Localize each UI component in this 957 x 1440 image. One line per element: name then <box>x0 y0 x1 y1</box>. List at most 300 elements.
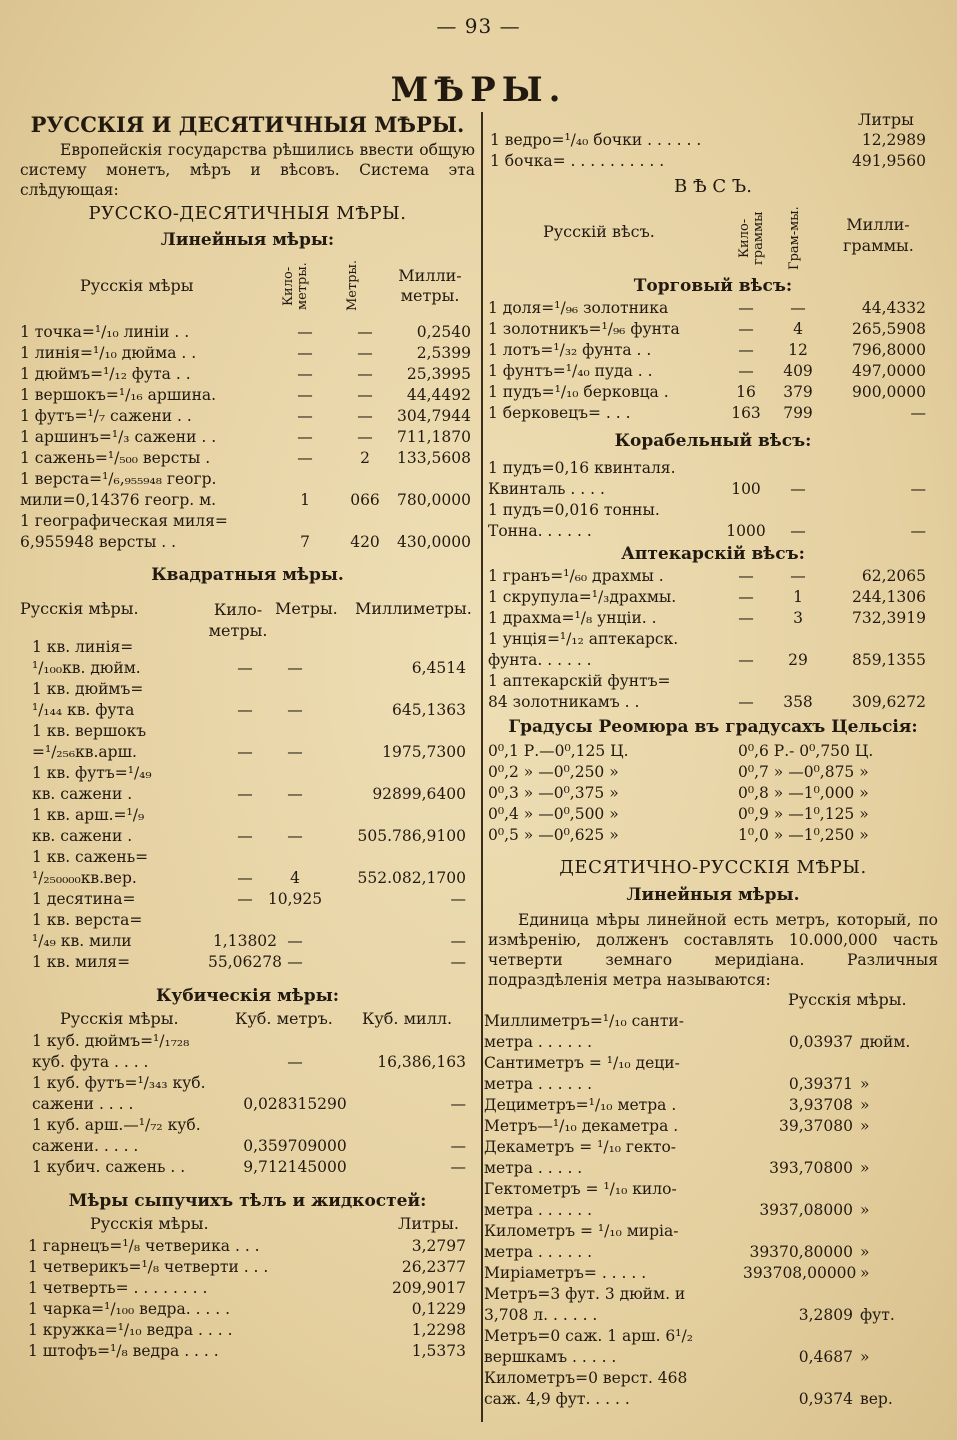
rus-value: 39370,80000 <box>749 1243 853 1261</box>
measure-name: Километръ = ¹/₁₀ миріа- <box>484 1222 679 1240</box>
rus-unit: » <box>860 1117 870 1135</box>
kg-value: — <box>738 693 754 711</box>
rus-unit: » <box>860 1264 870 1282</box>
weight-header-name: Русскій вѣсъ. <box>543 222 655 241</box>
kg-value: — <box>738 362 754 380</box>
linear-header-name: Русскія мѣры <box>80 276 194 295</box>
table-row <box>488 361 938 382</box>
table-row <box>20 1115 475 1136</box>
measure-name: 1 ведро=¹/₄₀ бочки . . . . . . <box>490 131 702 149</box>
measure-name: 1 кружка=¹/₁₀ ведра . . . . <box>28 1321 233 1339</box>
table-row <box>20 1257 475 1278</box>
table-row <box>20 364 475 385</box>
table-row <box>20 1341 475 1362</box>
m-value: — <box>287 785 303 803</box>
table-row <box>20 658 475 679</box>
mg-value: 900,0000 <box>852 383 926 401</box>
table-row <box>20 1236 475 1257</box>
mm-value: 25,3995 <box>406 365 471 383</box>
rus-unit: » <box>860 1201 870 1219</box>
rus-value: 3937,08000 <box>759 1201 853 1219</box>
m-value: — <box>357 428 373 446</box>
rus-value: 39,37080 <box>779 1117 853 1135</box>
measure-name: метра . . . . . . <box>484 1243 593 1261</box>
table-row <box>20 805 475 826</box>
km-value: — <box>297 428 313 446</box>
measure-name: сажени . . . . <box>32 1095 134 1113</box>
table-row <box>20 1031 475 1052</box>
m-value: — <box>357 323 373 341</box>
cubic-mm-value: 16,386,163 <box>377 1053 466 1071</box>
intro-paragraph: Европейскія государства рѣшились ввести общую систему монетъ, мѣръ и вѣсовъ. Система эта слѣдующая: <box>20 141 475 199</box>
liquid-cont-table <box>488 130 938 172</box>
mg-value: 732,3919 <box>852 609 926 627</box>
degree-left: 0⁰,3 » —0⁰,375 » <box>488 784 619 802</box>
liters-value: 26,2377 <box>401 1258 466 1276</box>
table-row <box>488 692 938 713</box>
weight-name: 1 аптекарскій фунтъ= <box>488 672 671 690</box>
measure-name: 1 сажень=¹/₅₀₀ версты . <box>20 449 211 467</box>
weight-name: 1 пудъ=¹/₁₀ берковца . <box>488 383 669 401</box>
measure-name: 1 кв. миля= <box>32 953 131 971</box>
table-row <box>484 1095 938 1116</box>
weight-name: 1 берковецъ= . . . <box>488 404 631 422</box>
degree-left: 0⁰,4 » —0⁰,500 » <box>488 805 619 823</box>
table-row <box>488 629 938 650</box>
measure-name: 1 географическая миля= <box>20 512 228 530</box>
table-row <box>20 868 475 889</box>
km-value: 55,06278 <box>208 953 282 971</box>
mg-value: — <box>910 480 926 498</box>
measure-name: Миллиметръ=¹/₁₀ санти- <box>484 1012 684 1030</box>
km-value: 1 <box>300 491 310 509</box>
degree-left: 0⁰,2 » —0⁰,250 » <box>488 763 619 781</box>
table-row <box>488 650 938 671</box>
table-row <box>488 783 938 804</box>
square-title: Квадратныя мѣры. <box>151 565 344 585</box>
table-row <box>20 889 475 910</box>
cubic-header-m: Куб. метръ. <box>235 1009 333 1028</box>
table-row <box>20 763 475 784</box>
dry-liquid-table <box>20 1236 475 1362</box>
square-header-name: Русскія мѣры. <box>20 599 139 618</box>
ship-title: Корабельный вѣсъ: <box>614 431 812 451</box>
mm-value: 92899,6400 <box>372 785 466 803</box>
measure-name: мили=0,14376 геогр. м. <box>20 491 217 509</box>
table-row <box>484 1389 938 1410</box>
weight-header <box>488 202 938 274</box>
weight-name: фунта. . . . . . <box>488 651 592 669</box>
table-row <box>488 319 938 340</box>
km-value: — <box>237 659 253 677</box>
rus-value: 0,39371 <box>788 1075 853 1093</box>
ship-table <box>488 458 938 542</box>
cubic-mm-value: — <box>450 1137 466 1155</box>
mg-value: — <box>910 522 926 540</box>
table-row <box>20 1073 475 1094</box>
rus-unit: дюйм. <box>860 1033 911 1051</box>
m-value: — <box>287 932 303 950</box>
table-row <box>20 1299 475 1320</box>
g-value: — <box>790 480 806 498</box>
km-value: 7 <box>300 533 310 551</box>
table-row <box>20 784 475 805</box>
rus-value: 3,2809 <box>798 1306 853 1324</box>
weight-name: 84 золотникамъ . . <box>488 693 640 711</box>
mg-value: 62,2065 <box>861 567 926 585</box>
rus-value: 0,4687 <box>798 1348 853 1366</box>
table-row <box>20 847 475 868</box>
km-value: — <box>237 890 253 908</box>
square-header-mm: Миллиметры. <box>355 599 472 618</box>
measure-name: 1 верста=¹/₆,₉₅₅₉₄₈ геогр. <box>20 470 217 488</box>
measure-name: Декаметръ = ¹/₁₀ гекто- <box>484 1138 677 1156</box>
weight-name: 1 скрупула=¹/₃драхмы. <box>488 588 677 606</box>
page-title: МѢРЫ. <box>390 70 567 110</box>
kg-value: 163 <box>731 404 761 422</box>
kg-value: 1000 <box>726 522 766 540</box>
rus-unit: » <box>860 1159 870 1177</box>
measure-name: метра . . . . . <box>484 1159 583 1177</box>
trade-title: Торговый вѣсъ: <box>633 276 793 296</box>
mm-value: 1975,7300 <box>382 743 466 761</box>
g-value: 12 <box>788 341 808 359</box>
cubic-mm-value: — <box>450 1158 466 1176</box>
kg-value: — <box>738 651 754 669</box>
measure-name: 1 кубич. сажень . . <box>32 1158 186 1176</box>
m-value: 10,925 <box>267 890 323 908</box>
mg-value: 309,6272 <box>852 693 926 711</box>
square-header <box>20 587 475 640</box>
degree-left: 0⁰,1 Р.—0⁰,125 Ц. <box>488 742 629 760</box>
table-row <box>484 1179 938 1200</box>
table-row <box>484 1221 938 1242</box>
weight-header-kg: Кило-граммы <box>737 211 766 265</box>
mg-value: 859,1355 <box>852 651 926 669</box>
g-value: 29 <box>788 651 808 669</box>
measure-name: 1 гарнецъ=¹/₈ четверика . . . <box>28 1237 260 1255</box>
dec-header-rus: Русскія мѣры. <box>788 990 907 1009</box>
table-row <box>484 1200 938 1221</box>
measure-name: 1 кв. линія= <box>32 638 134 656</box>
g-value: — <box>790 567 806 585</box>
table-row <box>488 130 938 151</box>
measure-name: 1 кв. футъ=¹/₄₉ <box>32 764 152 782</box>
rus-unit: » <box>860 1075 870 1093</box>
measure-name: 1 точка=¹/₁₀ линіи . . <box>20 323 190 341</box>
mm-value: 304,7944 <box>397 407 471 425</box>
measure-name: кв. сажени . <box>32 785 133 803</box>
table-row <box>484 1137 938 1158</box>
table-row <box>488 671 938 692</box>
table-row <box>488 458 938 479</box>
mm-value: 2,5399 <box>416 344 471 362</box>
mg-value: 44,4332 <box>861 299 926 317</box>
mg-value: 796,8000 <box>852 341 926 359</box>
table-row <box>20 931 475 952</box>
trade-table <box>488 298 938 424</box>
table-row <box>20 826 475 847</box>
table-row <box>20 910 475 931</box>
mm-value: 552.082,1700 <box>357 869 466 887</box>
measure-name: метра . . . . . . <box>484 1201 593 1219</box>
table-row <box>484 1326 938 1347</box>
table-row <box>484 1284 938 1305</box>
m-value: — <box>357 344 373 362</box>
m-value: — <box>357 365 373 383</box>
table-row <box>484 1263 938 1284</box>
linear-header-mm: Милли-метры. <box>398 266 462 305</box>
measure-name: 1 аршинъ=¹/₃ сажени . . <box>20 428 217 446</box>
table-row <box>20 322 475 343</box>
rus-unit: » <box>860 1243 870 1261</box>
km-value: 1,13802 <box>212 932 278 950</box>
degree-right: 0⁰,9 » —1⁰,125 » <box>738 805 869 823</box>
table-row <box>20 469 475 490</box>
table-row <box>484 1347 938 1368</box>
measure-name: кв. сажени . <box>32 827 133 845</box>
mm-value: 780,0000 <box>397 491 471 509</box>
weight-name: 1 золотникъ=¹/₉₆ фунта <box>488 320 680 338</box>
square-header-m: Метры. <box>275 599 338 618</box>
apothecary-table <box>488 566 938 713</box>
table-row <box>20 406 475 427</box>
measure-name: 1 бочка= . . . . . . . . . . <box>490 152 665 170</box>
table-row <box>20 1136 475 1157</box>
table-row <box>488 151 938 172</box>
mm-value: — <box>450 932 466 950</box>
degree-right: 0⁰,6 Р.- 0⁰,750 Ц. <box>738 742 874 760</box>
m-value: — <box>287 743 303 761</box>
rus-unit: фут. <box>860 1306 895 1324</box>
mm-value: 505.786,9100 <box>357 827 466 845</box>
km-value: — <box>297 407 313 425</box>
rus-value: 393,70800 <box>769 1159 853 1177</box>
cubic-header-mm: Куб. милл. <box>362 1009 453 1028</box>
measure-name: 3,708 л. . . . . . <box>484 1306 598 1324</box>
measure-name: ¹/₁₀₀кв. дюйм. <box>32 659 141 677</box>
weight-header-mg: Милли-граммы. <box>843 215 914 255</box>
measure-name: сажени. . . . . <box>32 1137 139 1155</box>
mm-value: 6,4514 <box>411 659 466 677</box>
mm-value: — <box>450 953 466 971</box>
liters-value: 3,2797 <box>411 1237 466 1255</box>
kg-value: 100 <box>731 480 761 498</box>
mg-value: — <box>910 404 926 422</box>
weight-name: 1 лотъ=¹/₃₂ фунта . . <box>488 341 652 359</box>
table-row <box>488 298 938 319</box>
liters-value: 1,5373 <box>411 1342 466 1360</box>
m-value: 2 <box>360 449 370 467</box>
table-row <box>484 1242 938 1263</box>
g-value: 358 <box>783 693 813 711</box>
linear-title: Линейныя мѣры: <box>160 230 335 250</box>
mm-value: 0,2540 <box>416 323 471 341</box>
measure-name: Гектометръ = ¹/₁₀ кило- <box>484 1180 677 1198</box>
page-number: — 93 — <box>436 14 521 38</box>
degree-right: 1⁰,0 » —1⁰,250 » <box>738 826 869 844</box>
table-row <box>488 762 938 783</box>
measure-name: саж. 4,9 фут. . . . . <box>484 1390 630 1408</box>
measure-name: Километръ=0 верст. 468 <box>484 1369 688 1387</box>
weight-name: 1 драхма=¹/₈ унціи. . <box>488 609 657 627</box>
km-value: — <box>237 869 253 887</box>
table-row <box>20 343 475 364</box>
degree-left: 0⁰,5 » —0⁰,625 » <box>488 826 619 844</box>
table-row <box>488 403 938 424</box>
cubic-table <box>20 1031 475 1178</box>
kg-value: — <box>738 609 754 627</box>
measure-name: =¹/₂₅₆кв.арш. <box>32 743 137 761</box>
measure-name: метра . . . . . . <box>484 1033 593 1051</box>
measure-name: Метръ=0 саж. 1 арш. 6¹/₂ <box>484 1327 693 1345</box>
dec-linear-title: Линейныя мѣры. <box>626 885 800 905</box>
table-row <box>488 608 938 629</box>
km-value: — <box>297 323 313 341</box>
liters-value: 209,9017 <box>392 1279 466 1297</box>
m-value: — <box>357 386 373 404</box>
g-value: 799 <box>783 404 813 422</box>
table-row <box>488 521 938 542</box>
measure-name: 1 кв. верста= <box>32 911 143 929</box>
degree-right: 0⁰,7 » —0⁰,875 » <box>738 763 869 781</box>
g-value: — <box>790 299 806 317</box>
column-divider <box>481 112 483 1422</box>
table-row <box>20 511 475 532</box>
table-row <box>484 1011 938 1032</box>
table-row <box>20 742 475 763</box>
rus-value: 393708,00000 <box>743 1264 857 1282</box>
g-value: 1 <box>793 588 803 606</box>
measure-name: 1 чарка=¹/₁₀₀ ведра. . . . . <box>28 1300 231 1318</box>
weight-name: 1 унція=¹/₁₂ аптекарск. <box>488 630 679 648</box>
weight-name: 1 пудъ=0,16 квинталя. <box>488 459 676 477</box>
measure-name: Дециметръ=¹/₁₀ метра . <box>484 1096 677 1114</box>
dry-liquid-title: Мѣры сыпучихъ тѣлъ и жидкостей: <box>68 1191 427 1211</box>
table-row <box>20 1157 475 1178</box>
table-row <box>20 1320 475 1341</box>
table-row <box>484 1053 938 1074</box>
measure-name: 1 десятина= <box>32 890 136 908</box>
mg-value: 265,5908 <box>852 320 926 338</box>
cubic-m-value: 0,359709000 <box>243 1137 347 1155</box>
mg-value: 497,0000 <box>852 362 926 380</box>
km-value: — <box>237 785 253 803</box>
m-value: 066 <box>350 491 380 509</box>
measure-name: вершкамъ . . . . . <box>484 1348 617 1366</box>
table-row <box>488 566 938 587</box>
km-value: — <box>297 344 313 362</box>
kg-value: — <box>738 341 754 359</box>
cubic-m-value: 9,712145000 <box>243 1158 347 1176</box>
measure-name: 1 футъ=¹/₇ сажени . . <box>20 407 192 425</box>
dry-liquid-header-l: Литры. <box>398 1214 459 1233</box>
square-table <box>20 637 475 973</box>
mm-value: 44,4492 <box>406 386 471 404</box>
measure-name: 1 штофъ=¹/₈ ведра . . . . <box>28 1342 219 1360</box>
measure-name: Метръ=3 фут. 3 дюйм. и <box>484 1285 686 1303</box>
liters-value: 12,2989 <box>861 131 926 149</box>
left-column <box>20 110 475 1432</box>
table-row <box>20 490 475 511</box>
cubic-header <box>20 1009 475 1031</box>
m-value: 4 <box>290 869 300 887</box>
table-row <box>20 952 475 973</box>
mg-value: 244,1306 <box>852 588 926 606</box>
right-column <box>484 110 938 1432</box>
m-value: — <box>287 827 303 845</box>
liquid-cont-header-l: Литры <box>858 110 914 129</box>
m-value: — <box>287 659 303 677</box>
mm-value: 133,5608 <box>397 449 471 467</box>
table-row <box>484 1158 938 1179</box>
km-value: — <box>297 365 313 383</box>
measure-name: куб. фута . . . . <box>32 1053 149 1071</box>
table-row <box>488 340 938 361</box>
table-row <box>484 1032 938 1053</box>
km-value: — <box>237 743 253 761</box>
measure-name: 1 кв. дюймъ= <box>32 680 144 698</box>
measure-name: 1 вершокъ=¹/₁₆ аршина. <box>20 386 217 404</box>
mm-value: — <box>450 890 466 908</box>
m-value: — <box>357 407 373 425</box>
weight-header-g: Грам-мы. <box>787 206 802 270</box>
table-row <box>20 1052 475 1073</box>
mm-value: 645,1363 <box>392 701 466 719</box>
table-row <box>488 500 938 521</box>
weight-title: В Ѣ С Ъ. <box>674 176 752 197</box>
liquid-cont-header <box>488 110 938 130</box>
table-row <box>20 532 475 553</box>
measure-name: 6,955948 версты . . <box>20 533 177 551</box>
mm-value: 711,1870 <box>397 428 471 446</box>
table-row <box>484 1116 938 1137</box>
degree-right: 0⁰,8 » —1⁰,000 » <box>738 784 869 802</box>
linear-header <box>20 252 475 322</box>
measure-name: 1 кв. вершокъ <box>32 722 147 740</box>
m-value: — <box>287 701 303 719</box>
measure-name: ¹/₄₉ кв. мили <box>32 932 132 950</box>
weight-name: 1 пудъ=0,016 тонны. <box>488 501 660 519</box>
mm-value: 430,0000 <box>397 533 471 551</box>
measure-name: 1 четверикъ=¹/₈ четверти . . . <box>28 1258 269 1276</box>
weight-name: Квинталь . . . . <box>488 480 605 498</box>
rus-value: 0,9374 <box>798 1390 853 1408</box>
dry-liquid-header <box>20 1214 475 1236</box>
g-value: 3 <box>793 609 803 627</box>
dec-table <box>484 1011 938 1410</box>
g-value: 4 <box>793 320 803 338</box>
cubic-header-name: Русскія мѣры. <box>60 1009 179 1028</box>
dry-liquid-header-name: Русскія мѣры. <box>90 1214 209 1233</box>
cubic-m-value: — <box>287 1053 303 1071</box>
table-row <box>488 479 938 500</box>
table-row <box>484 1368 938 1389</box>
rus-unit: » <box>860 1096 870 1114</box>
g-value: — <box>790 522 806 540</box>
table-row <box>20 385 475 406</box>
g-value: 409 <box>783 362 813 380</box>
square-header-km: Кило-метры. <box>208 600 268 640</box>
table-row <box>20 1094 475 1115</box>
cubic-m-value: 0,028315290 <box>243 1095 347 1113</box>
degrees-title: Градусы Реомюра въ градусахъ Цельсія: <box>508 717 918 737</box>
linear-header-km: Кило-метры. <box>281 262 310 310</box>
measure-name: 1 куб. арш.—¹/₇₂ куб. <box>32 1116 201 1134</box>
cubic-mm-value: — <box>450 1095 466 1113</box>
measure-name: 1 кв. сажень= <box>32 848 149 866</box>
cubic-title: Кубическія мѣры: <box>155 986 340 1006</box>
